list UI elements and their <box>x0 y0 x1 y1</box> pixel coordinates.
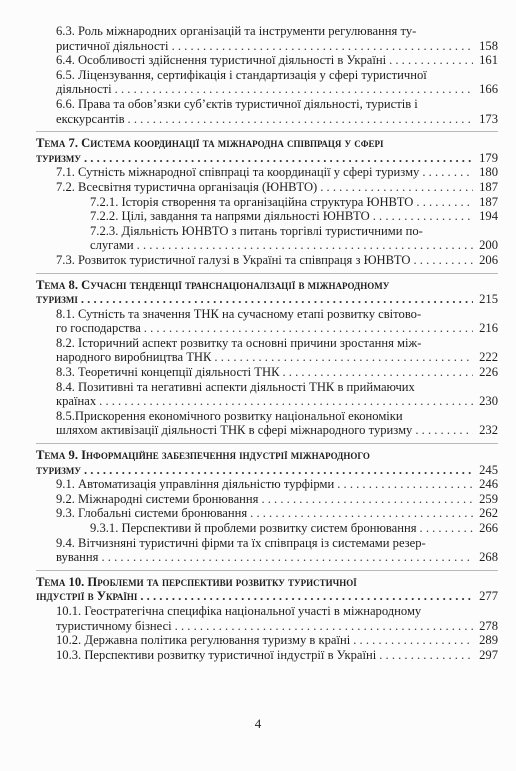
toc-subsection <box>36 336 498 365</box>
topic-heading <box>36 278 498 307</box>
page-ref: 158 <box>479 38 498 53</box>
entry-last-line <box>36 589 498 604</box>
entry-last-line <box>56 165 498 180</box>
entry-text-line: 9.3. Глобальні системи бронювання <box>56 506 248 521</box>
page-ref: 194 <box>479 209 498 224</box>
leader-dots <box>84 151 473 166</box>
topic-heading <box>36 575 498 604</box>
toc-subsubsection <box>36 209 498 224</box>
entry-text-line: екскурсантів <box>56 111 125 126</box>
leader-dots <box>415 423 473 438</box>
entry-text-line: 10.1. Геостратегічна специфіка національної участі в міжнародному <box>56 603 422 618</box>
entry-text-line: 8.1. Сутність та значення ТНК на сучасному етапі розвитку світово- <box>56 306 422 321</box>
entry-last-line <box>56 619 498 634</box>
page-ref: 289 <box>479 633 498 648</box>
leader-dots <box>337 477 473 492</box>
entry-text-line: 8.2. Історичний аспект розвитку та основні причини зростання між- <box>56 335 422 350</box>
page-ref: 200 <box>479 238 498 253</box>
entry-text-line: 8.5.Прискорення економічного розвитку національної економіки <box>56 408 403 423</box>
entry-text-line: 7.1. Сутність міжнародної співпраці та координації у сфері туризму <box>56 165 420 180</box>
leader-dots <box>420 521 473 536</box>
entry-text-line: 7.2.1. Історія створення та організаційна структура ЮНВТО <box>90 194 414 209</box>
leader-dots <box>99 394 473 409</box>
leader-dots <box>144 321 473 336</box>
entry-text-line: 6.3. Роль міжнародних організацій та інструменти регулювання ту- <box>56 24 417 38</box>
entry-last-line <box>56 492 498 507</box>
leader-dots <box>379 648 473 663</box>
entry-text-line: 9.4. Вітчизняні туристичні фірми та їх співпраця із системами резер- <box>56 535 426 550</box>
leader-dots <box>137 238 473 253</box>
page-ref: 262 <box>479 506 498 521</box>
toc-subsection <box>36 97 498 126</box>
entry-text-line: індустрії в Україні <box>36 589 138 604</box>
entry-last-line <box>56 550 498 565</box>
entry-text-line: 9.1. Автоматизація управління діяльністю турфірми <box>56 477 335 492</box>
toc-subsection <box>36 492 498 507</box>
leader-dots <box>115 82 473 97</box>
toc-subsection <box>36 506 498 521</box>
leader-dots <box>84 463 473 478</box>
entry-text-line: 7.2.2. Цілі, завдання та напрями діяльності ЮНВТО <box>90 209 370 224</box>
entry-last-line <box>56 180 498 195</box>
page-ref: 161 <box>479 53 498 68</box>
entry-text-line: 9.2. Міжнародні системи бронювання <box>56 491 259 506</box>
entry-text-line: 6.4. Особливості здійснення туристичної діяльності в Україні <box>56 53 387 68</box>
page-ref: 226 <box>479 365 498 380</box>
page-ref: 259 <box>479 491 498 506</box>
toc-subsection <box>36 604 498 633</box>
page-ref: 215 <box>479 292 498 307</box>
section-divider <box>36 131 498 132</box>
toc-subsection <box>36 24 498 53</box>
page-ref: 268 <box>479 550 498 565</box>
page-ref: 187 <box>479 179 498 194</box>
entry-last-line <box>56 53 498 68</box>
leader-dots <box>353 633 473 648</box>
toc-subsection <box>36 536 498 565</box>
toc-subsection <box>36 380 498 409</box>
page-ref: 277 <box>479 589 498 604</box>
section-divider <box>36 570 498 571</box>
page-number: 4 <box>254 716 262 731</box>
page-ref: 173 <box>479 111 498 126</box>
leader-dots <box>282 365 473 380</box>
entry-last-line <box>56 477 498 492</box>
page-ref: 232 <box>479 423 498 438</box>
section-divider <box>36 273 498 274</box>
entry-text-line: 7.2. Всесвітня туристична організація (ЮНВТО) <box>56 179 318 194</box>
entry-last-line <box>56 253 498 268</box>
entry-text-line: 9.3.1. Перспективи й проблеми розвитку систем бронювання <box>90 521 417 535</box>
entry-last-line <box>56 633 498 648</box>
leader-dots <box>175 619 473 634</box>
entry-last-line <box>90 238 498 253</box>
entry-last-line <box>56 423 498 438</box>
toc-subsection <box>36 68 498 97</box>
page-ref: 216 <box>479 321 498 336</box>
leader-dots <box>101 550 473 565</box>
entry-last-line <box>56 350 498 365</box>
entry-last-line <box>56 394 498 409</box>
entry-text-line: народного виробництва ТНК <box>56 350 212 365</box>
entry-last-line <box>90 195 498 210</box>
entry-text-line: діяльності <box>56 82 112 97</box>
table-of-contents <box>36 24 498 662</box>
entry-text-line: го господарства <box>56 321 141 336</box>
page-ref: 222 <box>479 350 498 365</box>
toc-subsection <box>36 53 498 68</box>
page-ref: 278 <box>479 618 498 633</box>
page-ref: 266 <box>479 521 498 535</box>
toc-subsection <box>36 307 498 336</box>
leader-dots <box>250 506 473 521</box>
entry-text-line: 6.5. Ліцензування, сертифікація і стандартизація у сфері туристичної <box>56 67 427 82</box>
toc-subsubsection <box>36 195 498 210</box>
page-ref: 206 <box>479 252 498 267</box>
entry-text-line: 10.3. Перспективи розвитку туристичної індустрії в Україні <box>56 647 377 662</box>
entry-text-line: Тема 10. Проблеми та перспективи розвитку туристичної <box>36 574 357 589</box>
leader-dots <box>261 492 473 507</box>
page-ref: 245 <box>479 462 498 477</box>
leader-dots <box>81 292 473 307</box>
toc-subsection <box>36 633 498 648</box>
leader-dots <box>214 350 473 365</box>
leader-dots <box>416 195 473 210</box>
toc-subsection <box>36 253 498 268</box>
page-ref: 230 <box>479 394 498 409</box>
page-ref: 180 <box>479 165 498 180</box>
entry-last-line <box>36 151 498 166</box>
leader-dots <box>172 39 473 54</box>
toc-subsubsection <box>36 521 498 536</box>
entry-last-line <box>56 648 498 663</box>
entry-text-line: туризму <box>36 150 81 165</box>
entry-last-line <box>36 463 498 478</box>
toc-subsection <box>36 409 498 438</box>
page-ref: 246 <box>479 477 498 492</box>
toc-subsection <box>36 165 498 180</box>
entry-last-line <box>36 292 498 307</box>
entry-last-line <box>56 39 498 54</box>
toc-subsection <box>36 180 498 195</box>
entry-text-line: шляхом активізації діяльності ТНК в сфері міжнародного туризму <box>56 423 413 438</box>
entry-text-line: туризму <box>36 462 81 477</box>
entry-last-line <box>56 321 498 336</box>
entry-text-line: Тема 8. Сучасні тенденції транснаціоналізації в міжнародному <box>36 277 390 292</box>
entry-text-line: туристичному бізнесі <box>56 618 172 633</box>
entry-last-line <box>56 506 498 521</box>
leader-dots <box>413 253 473 268</box>
entry-last-line <box>56 112 498 127</box>
entry-last-line <box>56 82 498 97</box>
entry-text-line: 7.3. Розвиток туристичної галузі в Україні та співпраця з ЮНВТО <box>56 252 411 267</box>
toc-subsection <box>36 648 498 663</box>
section-divider <box>36 443 498 444</box>
page-ref: 297 <box>479 647 498 662</box>
entry-text-line: 8.4. Позитивні та негативні аспекти діяльності ТНК в приймаючих <box>56 379 415 394</box>
page-ref: 166 <box>479 82 498 97</box>
leader-dots <box>140 589 473 604</box>
entry-last-line <box>90 209 498 224</box>
leader-dots <box>128 112 473 127</box>
entry-text-line: слугами <box>90 238 134 253</box>
entry-text-line: 10.2. Державна політика регулювання туризму в країні <box>56 633 351 648</box>
entry-last-line <box>56 365 498 380</box>
page-ref: 179 <box>479 150 498 165</box>
entry-text-line: 6.6. Права та обов’язки суб’єктів туристичної діяльності, туристів і <box>56 96 418 111</box>
page-ref: 187 <box>479 194 498 209</box>
entry-text-line: 7.2.3. Діяльність ЮНВТО з питань торгівлі туристичними по- <box>90 223 423 238</box>
entry-text-line: 8.3. Теоретичні концепції діяльності ТНК <box>56 365 280 380</box>
toc-subsection <box>36 365 498 380</box>
entry-text-line: туризмі <box>36 292 78 307</box>
leader-dots <box>389 53 473 68</box>
entry-text-line: вування <box>56 550 99 565</box>
toc-subsection <box>36 477 498 492</box>
entry-last-line <box>90 521 498 536</box>
entry-text-line: Тема 7. Система координації та міжнародна співпраця у сфері <box>36 136 384 151</box>
entry-text-line: ристичної діяльності <box>56 38 169 53</box>
entry-text-line: Тема 9. Інформаційне забезпечення індустрії міжнародного <box>36 448 370 463</box>
topic-heading <box>36 448 498 477</box>
topic-heading <box>36 136 498 165</box>
leader-dots <box>422 165 473 180</box>
entry-text-line: країнах <box>56 394 97 409</box>
toc-subsubsection <box>36 224 498 253</box>
leader-dots <box>373 209 473 224</box>
leader-dots <box>320 180 473 195</box>
